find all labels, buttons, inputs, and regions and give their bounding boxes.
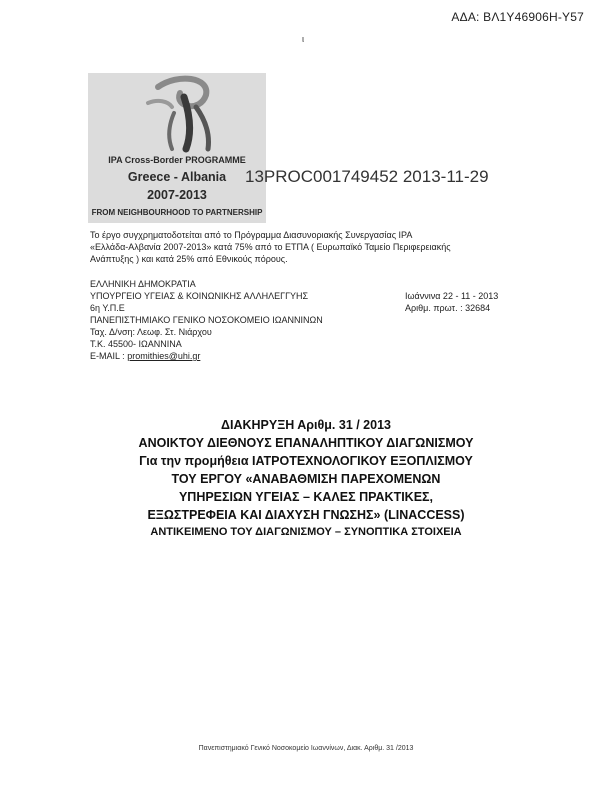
- logo-countries-text: Greece - Albania: [127, 170, 227, 184]
- title-subheading: ΑΝΤΙΚΕΙΜΕΝΟ ΤΟΥ ΔΙΑΓΩΝΙΣΜΟΥ – ΣΥΝΟΠΤΙΚΑ ΣΤΟΙΧΕΙΑ: [150, 526, 462, 538]
- notice-number: ΔΙΑΚΗΡΥΞΗ Αριθμ. 31 / 2013: [220, 418, 391, 432]
- cofinance-line: Ανάπτυξης ) και κατά 25% από Εθνικούς πόρους.: [90, 254, 288, 264]
- notice-title-block: [0, 416, 612, 540]
- logo-programme-text: IPA Cross-Border PROGRAMME: [108, 155, 246, 165]
- proc-code: 13PROC001749452 2013-11-29: [245, 167, 489, 186]
- page-mark: ι: [302, 34, 304, 44]
- sender-address-block: [90, 278, 323, 362]
- page-footer: Πανεπιστημιακό Γενικό Νοσοκομείο Ιωαννίνων, Διακ. Αριθμ. 31 /2013: [198, 745, 414, 752]
- address-line: Τ.Κ. 45500- ΙΩΑΝΝΙΝΑ: [90, 339, 182, 349]
- address-line: ΠΑΝΕΠΙΣΤΗΜΙΑΚΟ ΓΕΝΙΚΟ ΝΟΣΟΚΟΜΕΙΟ ΙΩΑΝΝΙΝΩΝ: [90, 315, 323, 325]
- address-line: ΥΠΟΥΡΓΕΙΟ ΥΓΕΙΑΣ & ΚΟΙΝΩΝΙΚΗΣ ΑΛΛΗΛΕΓΓΥΗΣ: [90, 291, 309, 301]
- email-line: [90, 350, 323, 362]
- date-protocol-block: [405, 290, 498, 314]
- address-line: ΕΛΛΗΝΙΚΗ ΔΗΜΟΚΡΑΤΙΑ: [90, 279, 196, 289]
- ada-code: ΑΔΑ: ΒΛ1Υ46906Η-Υ57: [451, 10, 584, 24]
- swirl-logo-graphic: [88, 73, 266, 153]
- title-line: Για την προμήθεια ΙΑΤΡΟΤΕΧΝΟΛΟΓΙΚΟΥ ΕΞΟΠΛΙΣΜΟΥ: [139, 454, 473, 468]
- program-logo: [88, 73, 266, 223]
- title-line: ΥΠΗΡΕΣΙΩΝ ΥΓΕΙΑΣ – ΚΑΛΕΣ ΠΡΑΚΤΙΚΕΣ,: [178, 490, 434, 504]
- title-line: ΕΞΩΣΤΡΕΦΕΙΑ ΚΑΙ ΔΙΑΧΥΣΗ ΓΝΩΣΗΣ» (LINACCESS): [147, 508, 465, 522]
- protocol-number: Αριθμ. πρωτ. : 32684: [405, 303, 491, 313]
- cofinance-line: Το έργο συγχρηματοδοτείται από το Πρόγραμμα Διασυνοριακής Συνεργασίας IPA: [90, 230, 413, 240]
- cofinance-note: [90, 229, 530, 265]
- logo-slogan-text: FROM NEIGHBOURHOOD TO PARTNERSHIP: [91, 208, 263, 217]
- cofinance-line: «Ελλάδα-Αλβανία 2007-2013» κατά 75% από το ΕΤΠΑ ( Ευρωπαϊκό Ταμείο Περιφερειακής: [90, 242, 451, 252]
- document-date: Ιωάννινα 22 - 11 - 2013: [405, 291, 499, 301]
- title-line: ΑΝΟΙΚΤΟΥ ΔΙΕΘΝΟΥΣ ΕΠΑΝΑΛΗΠΤΙΚΟΥ ΔΙΑΓΩΝΙΣΜΟΥ: [138, 436, 474, 450]
- title-line: ΤΟΥ ΕΡΓΟΥ «ΑΝΑΒΑΘΜΙΣΗ ΠΑΡΕΧΟΜΕΝΩΝ: [171, 472, 441, 486]
- logo-years-text: 2007-2013: [147, 188, 207, 202]
- address-line: Ταχ. Δ/νση: Λεωφ. Στ. Νιάρχου: [90, 327, 212, 337]
- email-link[interactable]: promithies@uhi.gr: [127, 351, 201, 361]
- address-line: 6η Υ.Π.Ε: [90, 303, 125, 313]
- email-label: E-MAIL :: [90, 351, 128, 361]
